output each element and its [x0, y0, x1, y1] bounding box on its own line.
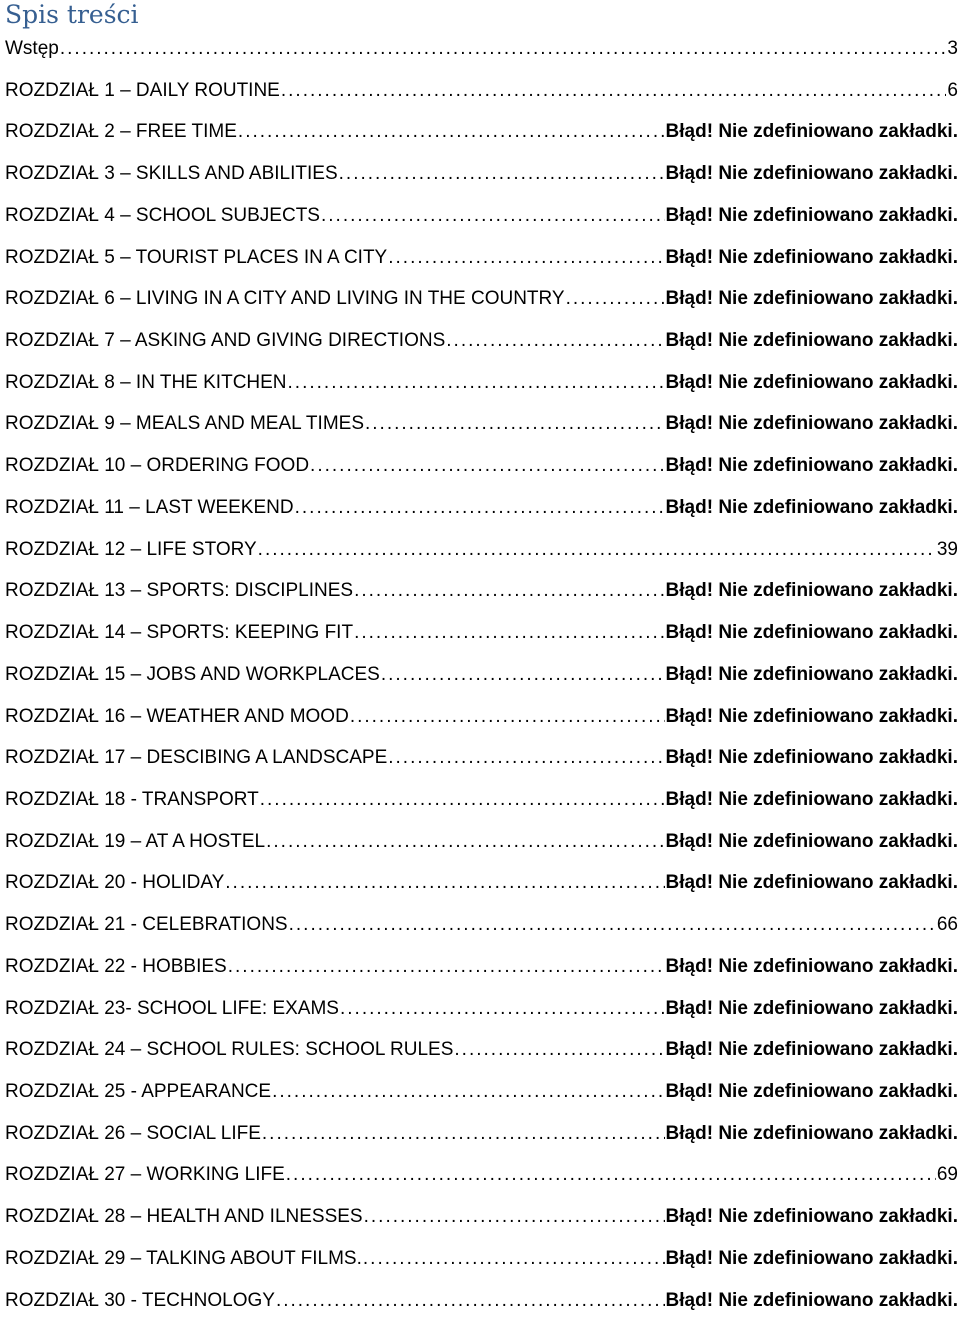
- dot-leader: [566, 278, 665, 320]
- toc-entry-label[interactable]: ROZDZIAŁ 29 – TALKING ABOUT FILMS.: [5, 1247, 362, 1269]
- page-title: Spis treści: [5, 0, 139, 29]
- toc-entry[interactable]: [5, 1029, 958, 1071]
- toc-entry[interactable]: [5, 70, 958, 112]
- toc-entry-label[interactable]: ROZDZIAŁ 25 - APPEARANCE: [5, 1080, 272, 1102]
- toc-entry[interactable]: [5, 362, 958, 404]
- toc-entry-error[interactable]: Błąd! Nie zdefiniowano zakładki.: [665, 1247, 958, 1269]
- toc-entry-label[interactable]: ROZDZIAŁ 27 – WORKING LIFE: [5, 1164, 285, 1186]
- dot-leader: [286, 1154, 936, 1196]
- dot-leader: [266, 821, 664, 863]
- toc-entry[interactable]: [5, 654, 958, 696]
- toc-entry[interactable]: [5, 821, 958, 863]
- toc-entry-label[interactable]: ROZDZIAŁ 14 – SPORTS: KEEPING FIT: [5, 622, 354, 644]
- toc-entry-label[interactable]: ROZDZIAŁ 11 – LAST WEEKEND: [5, 496, 294, 518]
- toc-entry-error[interactable]: Błąd! Nie zdefiniowano zakładki.: [665, 246, 958, 268]
- toc-entry[interactable]: [5, 1280, 958, 1321]
- dot-leader: [388, 237, 664, 279]
- toc-entry-label[interactable]: ROZDZIAŁ 10 – ORDERING FOOD: [5, 455, 310, 477]
- dot-leader: [339, 153, 665, 195]
- toc-entry-error[interactable]: Błąd! Nie zdefiniowano zakładki.: [665, 1039, 958, 1061]
- toc-entry-label[interactable]: ROZDZIAŁ 24 – SCHOOL RULES: SCHOOL RULES: [5, 1039, 454, 1061]
- dot-leader: [365, 403, 665, 445]
- dot-leader: [454, 1029, 664, 1071]
- toc-entry-label[interactable]: ROZDZIAŁ 1 – DAILY ROUTINE: [5, 79, 280, 101]
- toc-entry-error[interactable]: Błąd! Nie zdefiniowano zakładki.: [665, 204, 958, 226]
- toc-entry-error[interactable]: Błąd! Nie zdefiniowano zakładki.: [665, 496, 958, 518]
- toc-entry-label[interactable]: ROZDZIAŁ 22 - HOBBIES: [5, 955, 227, 977]
- dot-leader: [363, 1238, 665, 1280]
- dot-leader: [276, 1280, 665, 1321]
- toc-entry[interactable]: [5, 111, 958, 153]
- toc-entry[interactable]: [5, 403, 958, 445]
- toc-entry-page-number[interactable]: 69: [936, 1164, 958, 1186]
- dot-leader: [260, 779, 665, 821]
- toc-entry-error[interactable]: Błąd! Nie zdefiniowano zakładki.: [665, 371, 958, 393]
- toc-entry-error[interactable]: Błąd! Nie zdefiniowano zakładki.: [665, 747, 958, 769]
- toc-entry-error[interactable]: Błąd! Nie zdefiniowano zakładki.: [665, 121, 958, 143]
- dot-leader: [354, 612, 664, 654]
- dot-leader: [321, 195, 665, 237]
- toc-entry-error[interactable]: Błąd! Nie zdefiniowano zakładki.: [665, 830, 958, 852]
- toc-entry-label[interactable]: ROZDZIAŁ 28 – HEALTH AND ILNESSES: [5, 1206, 363, 1228]
- dot-leader: [225, 862, 664, 904]
- toc-entry-error[interactable]: Błąd! Nie zdefiniowano zakładki.: [665, 1080, 958, 1102]
- toc-entry-label[interactable]: ROZDZIAŁ 23- SCHOOL LIFE: EXAMS: [5, 997, 339, 1019]
- toc-entry-label[interactable]: ROZDZIAŁ 4 – SCHOOL SUBJECTS: [5, 204, 320, 226]
- toc-entry-error[interactable]: Błąd! Nie zdefiniowano zakładki.: [665, 663, 958, 685]
- toc-entry-page-number[interactable]: 39: [936, 538, 958, 560]
- dot-leader: [310, 445, 665, 487]
- table-of-contents: [5, 28, 958, 1321]
- toc-entry[interactable]: [5, 153, 958, 195]
- dot-leader: [60, 28, 947, 70]
- toc-entry-label[interactable]: ROZDZIAŁ 30 - TECHNOLOGY: [5, 1289, 275, 1311]
- toc-entry-error[interactable]: Błąd! Nie zdefiniowano zakładki.: [665, 288, 958, 310]
- toc-entry-label[interactable]: ROZDZIAŁ 17 – DESCIBING A LANDSCAPE: [5, 747, 388, 769]
- toc-entry-error[interactable]: Błąd! Nie zdefiniowano zakładki.: [665, 163, 958, 185]
- toc-entry[interactable]: [5, 946, 958, 988]
- toc-entry-error[interactable]: Błąd! Nie zdefiniowano zakładki.: [665, 455, 958, 477]
- toc-entry-error[interactable]: Błąd! Nie zdefiniowano zakładki.: [665, 580, 958, 602]
- dot-leader: [446, 320, 664, 362]
- toc-entry[interactable]: [5, 487, 958, 529]
- toc-entry[interactable]: [5, 237, 958, 279]
- toc-entry-error[interactable]: Błąd! Nie zdefiniowano zakładki.: [665, 330, 958, 352]
- toc-entry-label[interactable]: ROZDZIAŁ 8 – IN THE KITCHEN: [5, 371, 287, 393]
- dot-leader: [289, 904, 936, 946]
- toc-entry-error[interactable]: Błąd! Nie zdefiniowano zakładki.: [665, 955, 958, 977]
- dot-leader: [350, 696, 665, 738]
- dot-leader: [228, 946, 665, 988]
- toc-entry-label[interactable]: ROZDZIAŁ 5 – TOURIST PLACES IN A CITY: [5, 246, 388, 268]
- toc-entry[interactable]: [5, 28, 958, 70]
- toc-entry-label[interactable]: ROZDZIAŁ 7 – ASKING AND GIVING DIRECTIONS: [5, 330, 446, 352]
- toc-entry-label[interactable]: ROZDZIAŁ 12 – LIFE STORY: [5, 538, 257, 560]
- dot-leader: [354, 570, 664, 612]
- dot-leader: [388, 737, 664, 779]
- toc-entry-label[interactable]: ROZDZIAŁ 13 – SPORTS: DISCIPLINES: [5, 580, 354, 602]
- toc-entry-error[interactable]: Błąd! Nie zdefiniowano zakładki.: [665, 997, 958, 1019]
- dot-leader: [262, 1113, 665, 1155]
- toc-entry-page-number[interactable]: 3: [947, 38, 958, 59]
- toc-entry[interactable]: [5, 862, 958, 904]
- toc-entry-label[interactable]: ROZDZIAŁ 26 – SOCIAL LIFE: [5, 1122, 261, 1144]
- toc-entry[interactable]: [5, 445, 958, 487]
- toc-entry[interactable]: [5, 278, 958, 320]
- dot-leader: [364, 1196, 665, 1238]
- toc-entry-error[interactable]: Błąd! Nie zdefiniowano zakładki.: [665, 1122, 958, 1144]
- toc-entry-label[interactable]: ROZDZIAŁ 16 – WEATHER AND MOOD: [5, 705, 349, 727]
- toc-entry-page-number[interactable]: 66: [936, 914, 958, 936]
- dot-leader: [281, 70, 947, 112]
- toc-entry-label[interactable]: ROZDZIAŁ 20 - HOLIDAY: [5, 872, 225, 894]
- toc-entry[interactable]: [5, 1113, 958, 1155]
- toc-entry[interactable]: [5, 612, 958, 654]
- dot-leader: [288, 362, 665, 404]
- toc-entry-label[interactable]: ROZDZIAŁ 6 – LIVING IN A CITY AND LIVING IN THE COUNTRY: [5, 288, 565, 310]
- dot-leader: [295, 487, 665, 529]
- dot-leader: [258, 529, 936, 571]
- toc-entry-label[interactable]: ROZDZIAŁ 21 - CELEBRATIONS: [5, 914, 288, 936]
- toc-entry[interactable]: [5, 1154, 958, 1196]
- toc-entry-error[interactable]: Błąd! Nie zdefiniowano zakładki.: [665, 788, 958, 810]
- toc-entry-label[interactable]: ROZDZIAŁ 15 – JOBS AND WORKPLACES: [5, 663, 380, 685]
- toc-entry[interactable]: [5, 779, 958, 821]
- toc-entry-error[interactable]: Błąd! Nie zdefiniowano zakładki.: [665, 1289, 958, 1311]
- toc-entry-label[interactable]: ROZDZIAŁ 18 - TRANSPORT: [5, 788, 259, 810]
- toc-entry[interactable]: [5, 1238, 958, 1280]
- dot-leader: [381, 654, 665, 696]
- toc-entry-label[interactable]: Wstęp: [5, 38, 59, 59]
- dot-leader: [238, 111, 665, 153]
- toc-entry-label[interactable]: ROZDZIAŁ 2 – FREE TIME: [5, 121, 237, 143]
- toc-entry-error[interactable]: Błąd! Nie zdefiniowano zakładki.: [665, 622, 958, 644]
- dot-leader: [340, 988, 665, 1030]
- toc-entry[interactable]: [5, 529, 958, 571]
- toc-entry-error[interactable]: Błąd! Nie zdefiniowano zakładki.: [665, 413, 958, 435]
- toc-entry[interactable]: [5, 320, 958, 362]
- toc-entry-page-number[interactable]: 6: [947, 79, 958, 101]
- toc-entry[interactable]: [5, 696, 958, 738]
- toc-entry[interactable]: [5, 195, 958, 237]
- toc-entry[interactable]: [5, 904, 958, 946]
- toc-entry[interactable]: [5, 1196, 958, 1238]
- toc-entry-error[interactable]: Błąd! Nie zdefiniowano zakładki.: [665, 872, 958, 894]
- toc-entry-error[interactable]: Błąd! Nie zdefiniowano zakładki.: [665, 1206, 958, 1228]
- toc-entry[interactable]: [5, 1071, 958, 1113]
- toc-entry[interactable]: [5, 570, 958, 612]
- toc-entry-label[interactable]: ROZDZIAŁ 3 – SKILLS AND ABILITIES: [5, 163, 338, 185]
- dot-leader: [272, 1071, 664, 1113]
- toc-entry[interactable]: [5, 737, 958, 779]
- toc-entry-error[interactable]: Błąd! Nie zdefiniowano zakładki.: [665, 705, 958, 727]
- toc-entry-label[interactable]: ROZDZIAŁ 9 – MEALS AND MEAL TIMES: [5, 413, 364, 435]
- toc-entry[interactable]: [5, 988, 958, 1030]
- toc-entry-label[interactable]: ROZDZIAŁ 19 – AT A HOSTEL: [5, 830, 266, 852]
